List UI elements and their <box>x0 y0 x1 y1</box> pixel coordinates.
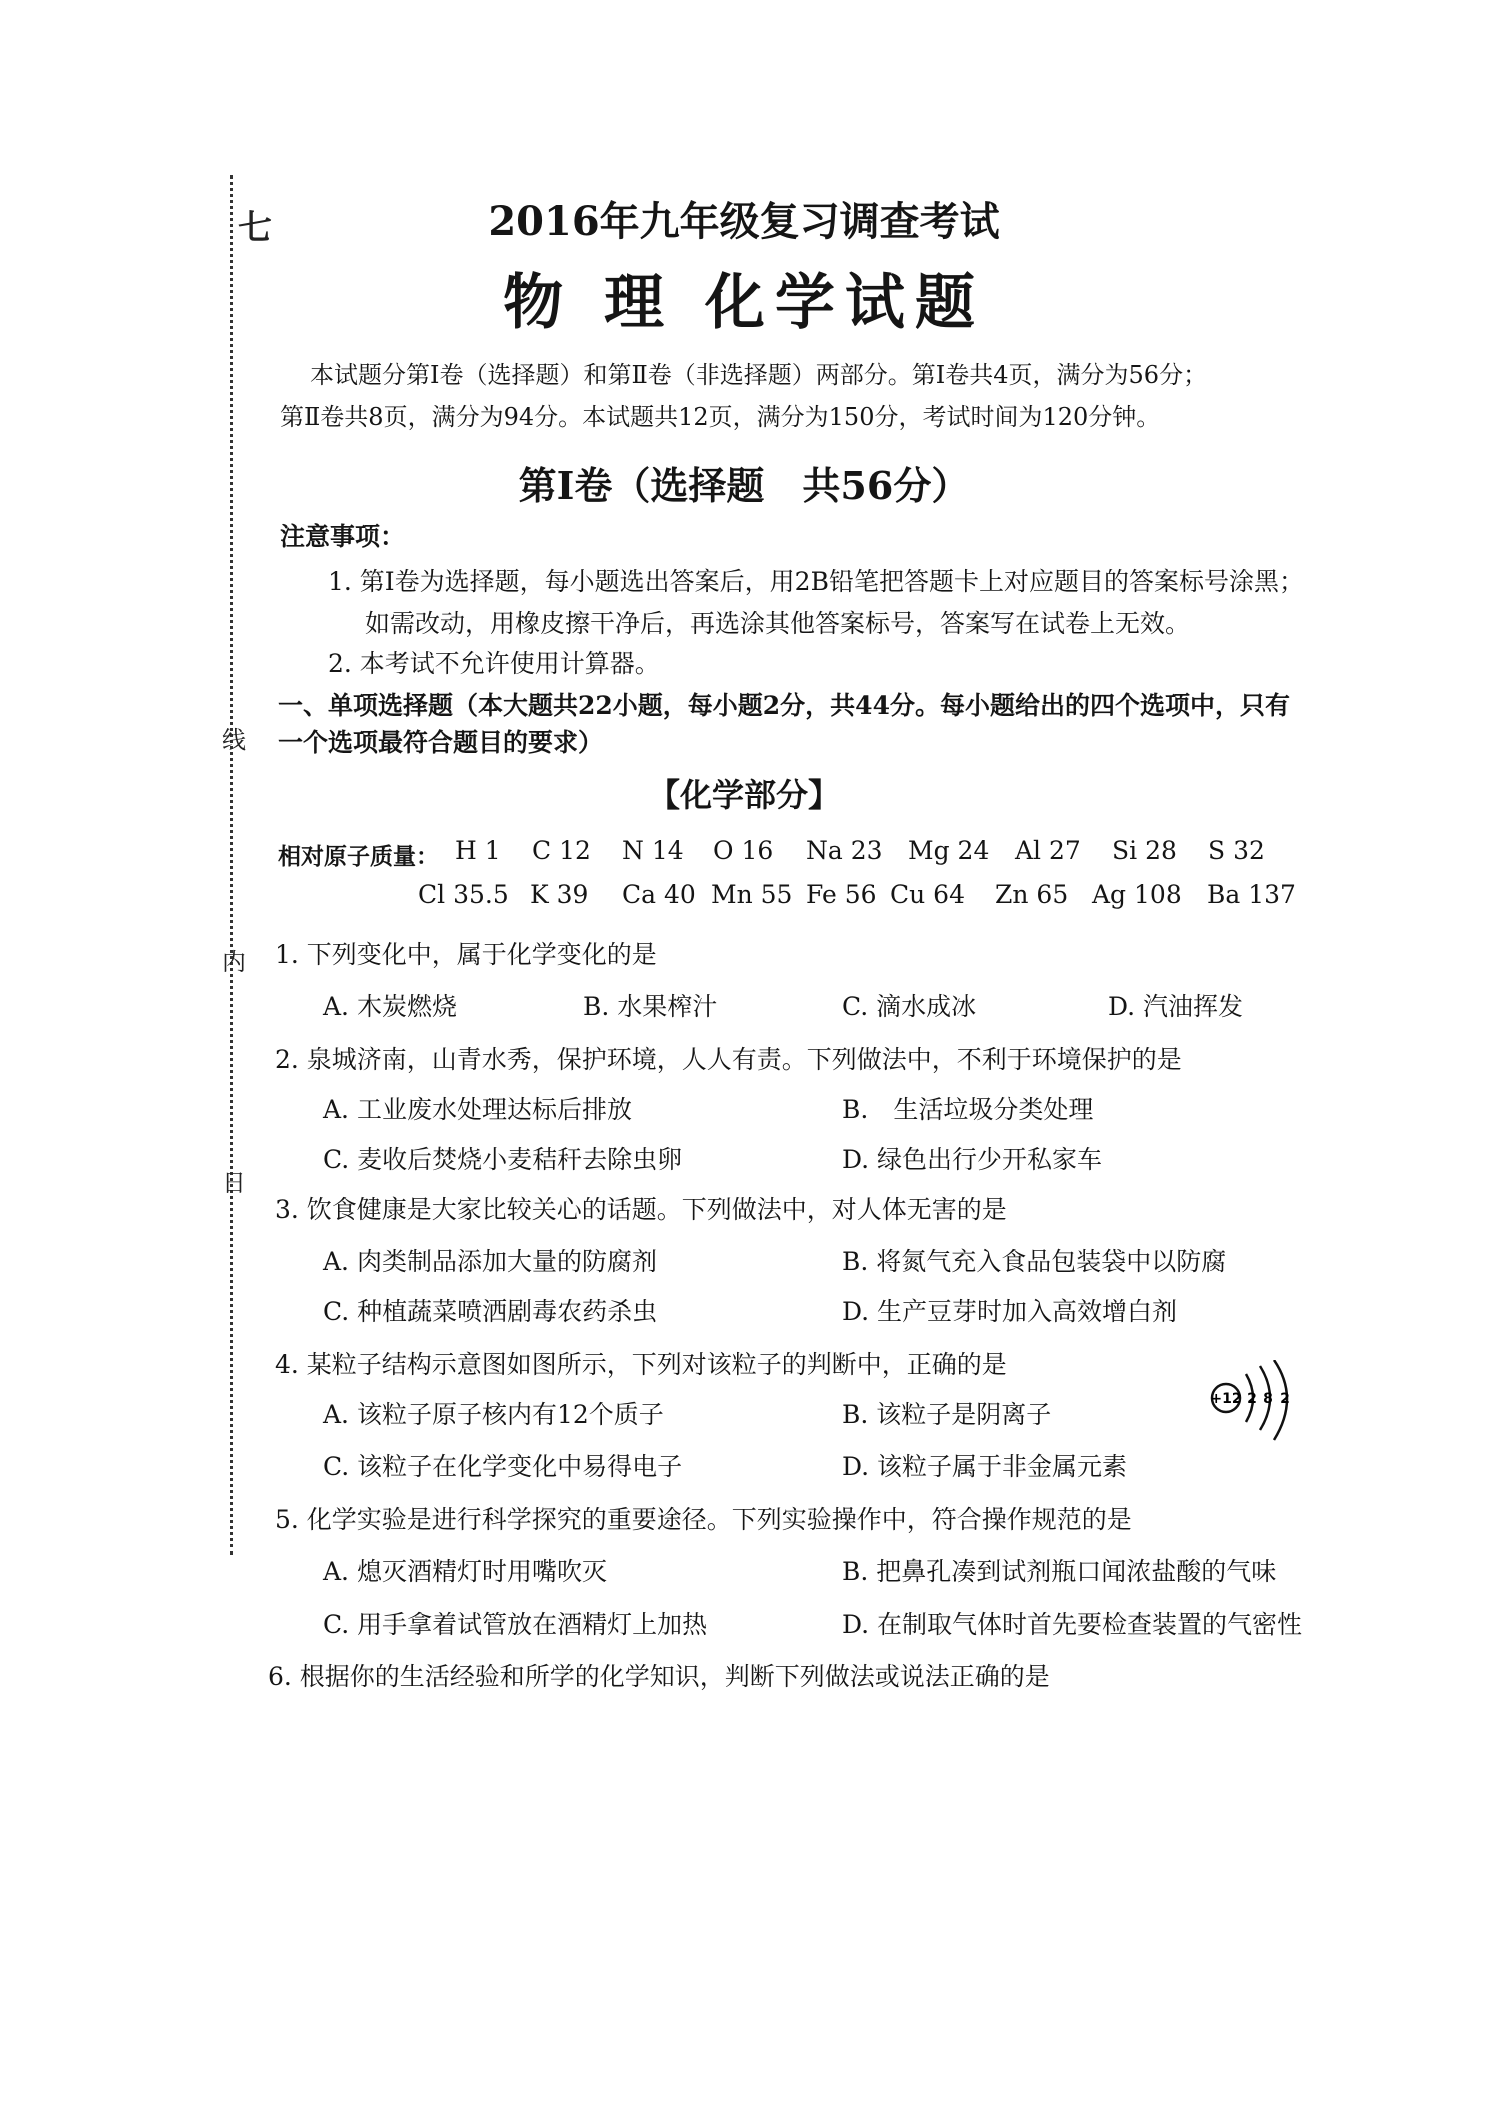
notice-title: 注意事项： <box>280 522 406 551</box>
atomic-mass-item: K 39 <box>530 880 589 909</box>
atomic-mass-item: Ba 137 <box>1207 880 1296 909</box>
margin-mark-4: 日 <box>222 1169 246 1197</box>
section-heading-cont: 一个选项最符合题目的要求） <box>278 728 604 757</box>
atomic-mass-item: Cu 64 <box>890 880 965 909</box>
question-4-option-d: D. 该粒子属于非金属元素 <box>842 1452 1128 1481</box>
subject-title: 物 理 化学试题 <box>503 268 985 338</box>
question-2-option-d: D. 绿色出行少开私家车 <box>842 1145 1103 1174</box>
margin-mark-top: 七 <box>238 208 272 248</box>
question-2-stem: 2. 泉城济南，山青水秀，保护环境，人人有责。下列做法中，不利于环境保护的是 <box>275 1045 1182 1074</box>
shell-2-electrons: 8 <box>1263 1391 1273 1407</box>
volume-title: 第Ⅰ卷（选择题 共56分） <box>518 463 970 508</box>
atomic-mass-item: C 12 <box>532 836 591 865</box>
question-6-stem: 6. 根据你的生活经验和所学的化学知识，判断下列做法或说法正确的是 <box>268 1662 1050 1691</box>
section-heading: 一、单项选择题（本大题共22小题，每小题2分，共44分。每小题给出的四个选项中，只有 <box>278 691 1290 720</box>
intro-line-2: 第Ⅱ卷共8页，满分为94分。本试题共12页，满分为150分，考试时间为120分钟。 <box>280 403 1161 431</box>
chemistry-section-title: 【化学部分】 <box>647 776 840 814</box>
question-3-option-b: B. 将氮气充入食品包装袋中以防腐 <box>842 1247 1227 1276</box>
question-3-option-a: A. 肉类制品添加大量的防腐剂 <box>323 1247 657 1276</box>
question-5-option-d: D. 在制取气体时首先要检查装置的气密性 <box>842 1610 1303 1639</box>
question-3-option-d: D. 生产豆芽时加入高效增白剂 <box>842 1297 1178 1326</box>
question-3-stem: 3. 饮食健康是大家比较关心的话题。下列做法中，对人体无害的是 <box>275 1195 1007 1224</box>
atomic-mass-item: Al 27 <box>1015 836 1081 865</box>
question-2-option-a: A. 工业废水处理达标后排放 <box>323 1095 632 1124</box>
atomic-mass-label: 相对原子质量： <box>278 843 439 870</box>
notice-item-1-cont: 如需改动，用橡皮擦干净后，再选涂其他答案标号，答案写在试卷上无效。 <box>365 609 1191 638</box>
question-4-option-c: C. 该粒子在化学变化中易得电子 <box>323 1452 683 1481</box>
shell-1-electrons: 2 <box>1247 1391 1257 1407</box>
question-1-option-a: A. 木炭燃烧 <box>323 992 457 1021</box>
atomic-mass-item: Na 23 <box>806 836 883 865</box>
atomic-mass-item: N 14 <box>622 836 684 865</box>
nucleus-charge: +12 <box>1210 1391 1242 1407</box>
atomic-mass-item: Zn 65 <box>995 880 1069 909</box>
margin-mark-2: 线 <box>222 726 246 754</box>
intro-line-1: 本试题分第Ⅰ卷（选择题）和第Ⅱ卷（非选择题）两部分。第Ⅰ卷共4页，满分为56分； <box>310 361 1208 389</box>
question-5-stem: 5. 化学实验是进行科学探究的重要途径。下列实验操作中，符合操作规范的是 <box>275 1505 1132 1534</box>
notice-item-2: 2. 本考试不允许使用计算器。 <box>328 649 660 678</box>
atomic-mass-item: S 32 <box>1208 836 1265 865</box>
question-3-option-c: C. 种植蔬菜喷洒剧毒农药杀虫 <box>323 1297 658 1326</box>
question-1-option-b: B. 水果榨汁 <box>583 992 718 1021</box>
atomic-mass-item: Mg 24 <box>908 836 990 865</box>
question-2-option-b: B. 生活垃圾分类处理 <box>842 1095 1094 1124</box>
question-1-option-c: C. 滴水成冰 <box>842 992 977 1021</box>
margin-mark-3: 内 <box>222 948 246 976</box>
question-4-option-b: B. 该粒子是阴离子 <box>842 1400 1052 1429</box>
question-4-stem: 4. 某粒子结构示意图如图所示，下列对该粒子的判断中，正确的是 <box>275 1350 1007 1379</box>
exam-title: 2016年九年级复习调查考试 <box>488 198 1000 245</box>
notice-item-1: 1. 第Ⅰ卷为选择题，每小题选出答案后，用2B铅笔把答题卡上对应题目的答案标号涂黑； <box>328 567 1304 596</box>
binding-cut-line <box>230 175 233 1555</box>
question-2-option-c: C. 麦收后焚烧小麦秸秆去除虫卵 <box>323 1145 683 1174</box>
atomic-mass-item: Ca 40 <box>622 880 696 909</box>
question-1-stem: 1. 下列变化中，属于化学变化的是 <box>275 940 657 969</box>
atomic-mass-item: Mn 55 <box>711 880 793 909</box>
question-1-option-d: D. 汽油挥发 <box>1108 992 1244 1021</box>
question-5-option-c: C. 用手拿着试管放在酒精灯上加热 <box>323 1610 708 1639</box>
atomic-mass-item: Si 28 <box>1112 836 1177 865</box>
question-4-option-a: A. 该粒子原子核内有12个质子 <box>323 1400 664 1429</box>
atomic-mass-item: Ag 108 <box>1092 880 1182 909</box>
question-5-option-b: B. 把鼻孔凑到试剂瓶口闻浓盐酸的气味 <box>842 1557 1277 1586</box>
atomic-mass-item: H 1 <box>455 836 501 865</box>
shell-3-electrons: 2 <box>1280 1391 1290 1407</box>
atomic-mass-item: O 16 <box>713 836 774 865</box>
question-5-option-a: A. 熄灭酒精灯时用嘴吹灭 <box>323 1557 607 1586</box>
atom-structure-diagram <box>1208 1360 1303 1455</box>
atomic-mass-item: Cl 35.5 <box>418 880 509 909</box>
atomic-mass-item: Fe 56 <box>806 880 877 909</box>
